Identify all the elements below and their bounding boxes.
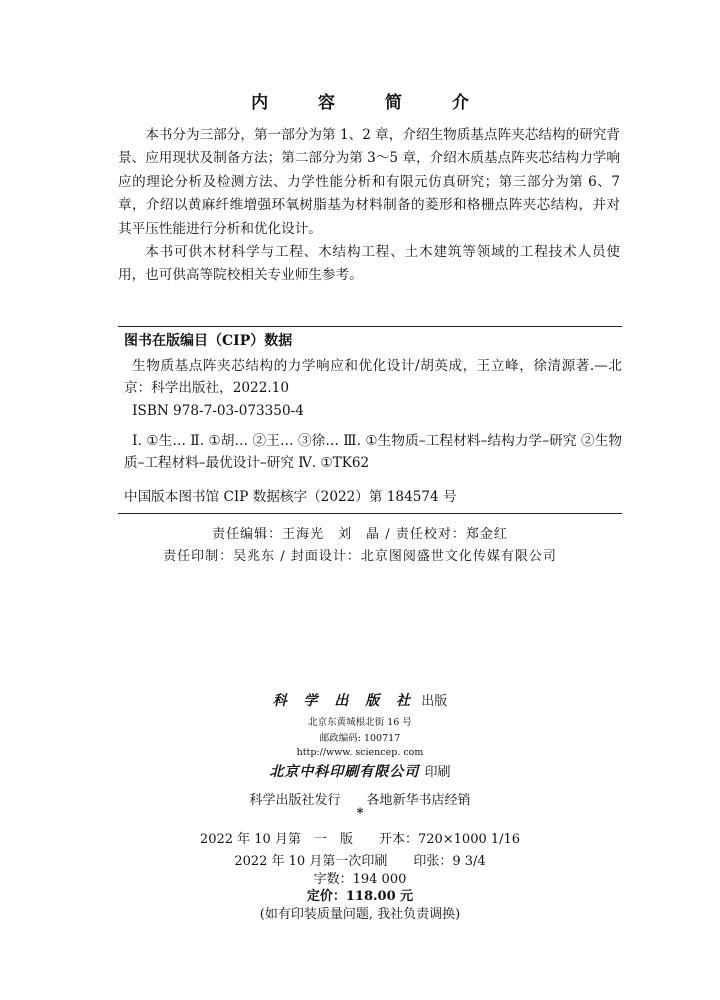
cip-classification [124,430,622,475]
publisher-url: http://www. sciencep. com [296,747,424,758]
publisher-line [0,690,720,710]
divider-top [118,326,622,327]
publisher-suffix: 出版 [421,694,448,709]
cip-classification-text: Ⅰ. ①生… Ⅱ. ①胡… ②王… ③徐… Ⅲ. ①生物质–工程材料–结构力学–研究 ②生物质–工程材料–最优设计–研究 Ⅳ. ①TK62 [124,433,622,472]
separator-star: * [356,806,364,821]
printer-suffix: 印刷 [424,765,451,780]
intro-paragraph-2: 本书可供木材科学与工程、木结构工程、土木建筑等领域的工程技术人员使用，也可供高等院校相关专业师生参考。 [118,244,620,284]
printing-line: 2022 年 10 月第一次印刷 印张：9 3/4 [234,854,486,869]
divider-bottom [118,513,622,514]
publisher-address: 北京东黄城根北街 16 号 [308,717,412,728]
intro-paragraph-1: 本书分为三部分，第一部分为第 1、2 章，介绍生物质基点阵夹芯结构的研究背景、应用现状及制备方法；第二部分为第 3～5 章，介绍木质基点阵夹芯结构力学响应的理论分析及检测方法、力学性能分析和有限元仿真研究；第三部分为第 6、7 章，介绍以黄麻纤维增强环氧树脂基为材料制备的菱形和格栅点阵夹芯结构，并对其平压性能进行分析和优化设计。 [118,127,620,237]
quality-note: (如有印装质量问题, 我社负责调换) [259,907,461,922]
cip-record [124,355,622,422]
price-line: 定价：118.00 元 [306,889,414,904]
printer-name: 北京中科印刷有限公司 [269,764,420,780]
intro-section [118,124,620,288]
wordcount-line: 字数：194 000 [313,872,407,887]
edition-line: 2022 年 10 月第 一 版 开本：720×1000 1/16 [199,832,521,847]
distribution-line: 科学出版社发行 各地新华书店经销 [249,793,471,808]
cip-title-line: 生物质基点阵夹芯结构的力学响应和优化设计/胡英成，王立峰，徐清源著.—北京：科学出版社，2022.10 [124,358,622,397]
editor-line-1: 责任编辑：王海光 刘 晶 / 责任校对：郑金红 [212,527,508,542]
publisher-postcode: 邮政编码: 100717 [319,733,401,744]
editor-line-2: 责任印制：吴兆东 / 封面设计：北京图阅盛世文化传媒有限公司 [163,549,557,564]
cip-isbn: ISBN 978-7-03-073350-4 [132,402,304,419]
printer-line [0,761,720,781]
page-title: 内 容 简 介 [251,93,491,113]
publisher-name: 科 学 出 版 社 [272,693,417,709]
cip-verification [124,486,622,508]
cip-verification-text: 中国版本图书馆 CIP 数据核字（2022）第 184574 号 [124,489,457,505]
cip-heading: 图书在版编目（CIP）数据 [124,333,293,349]
